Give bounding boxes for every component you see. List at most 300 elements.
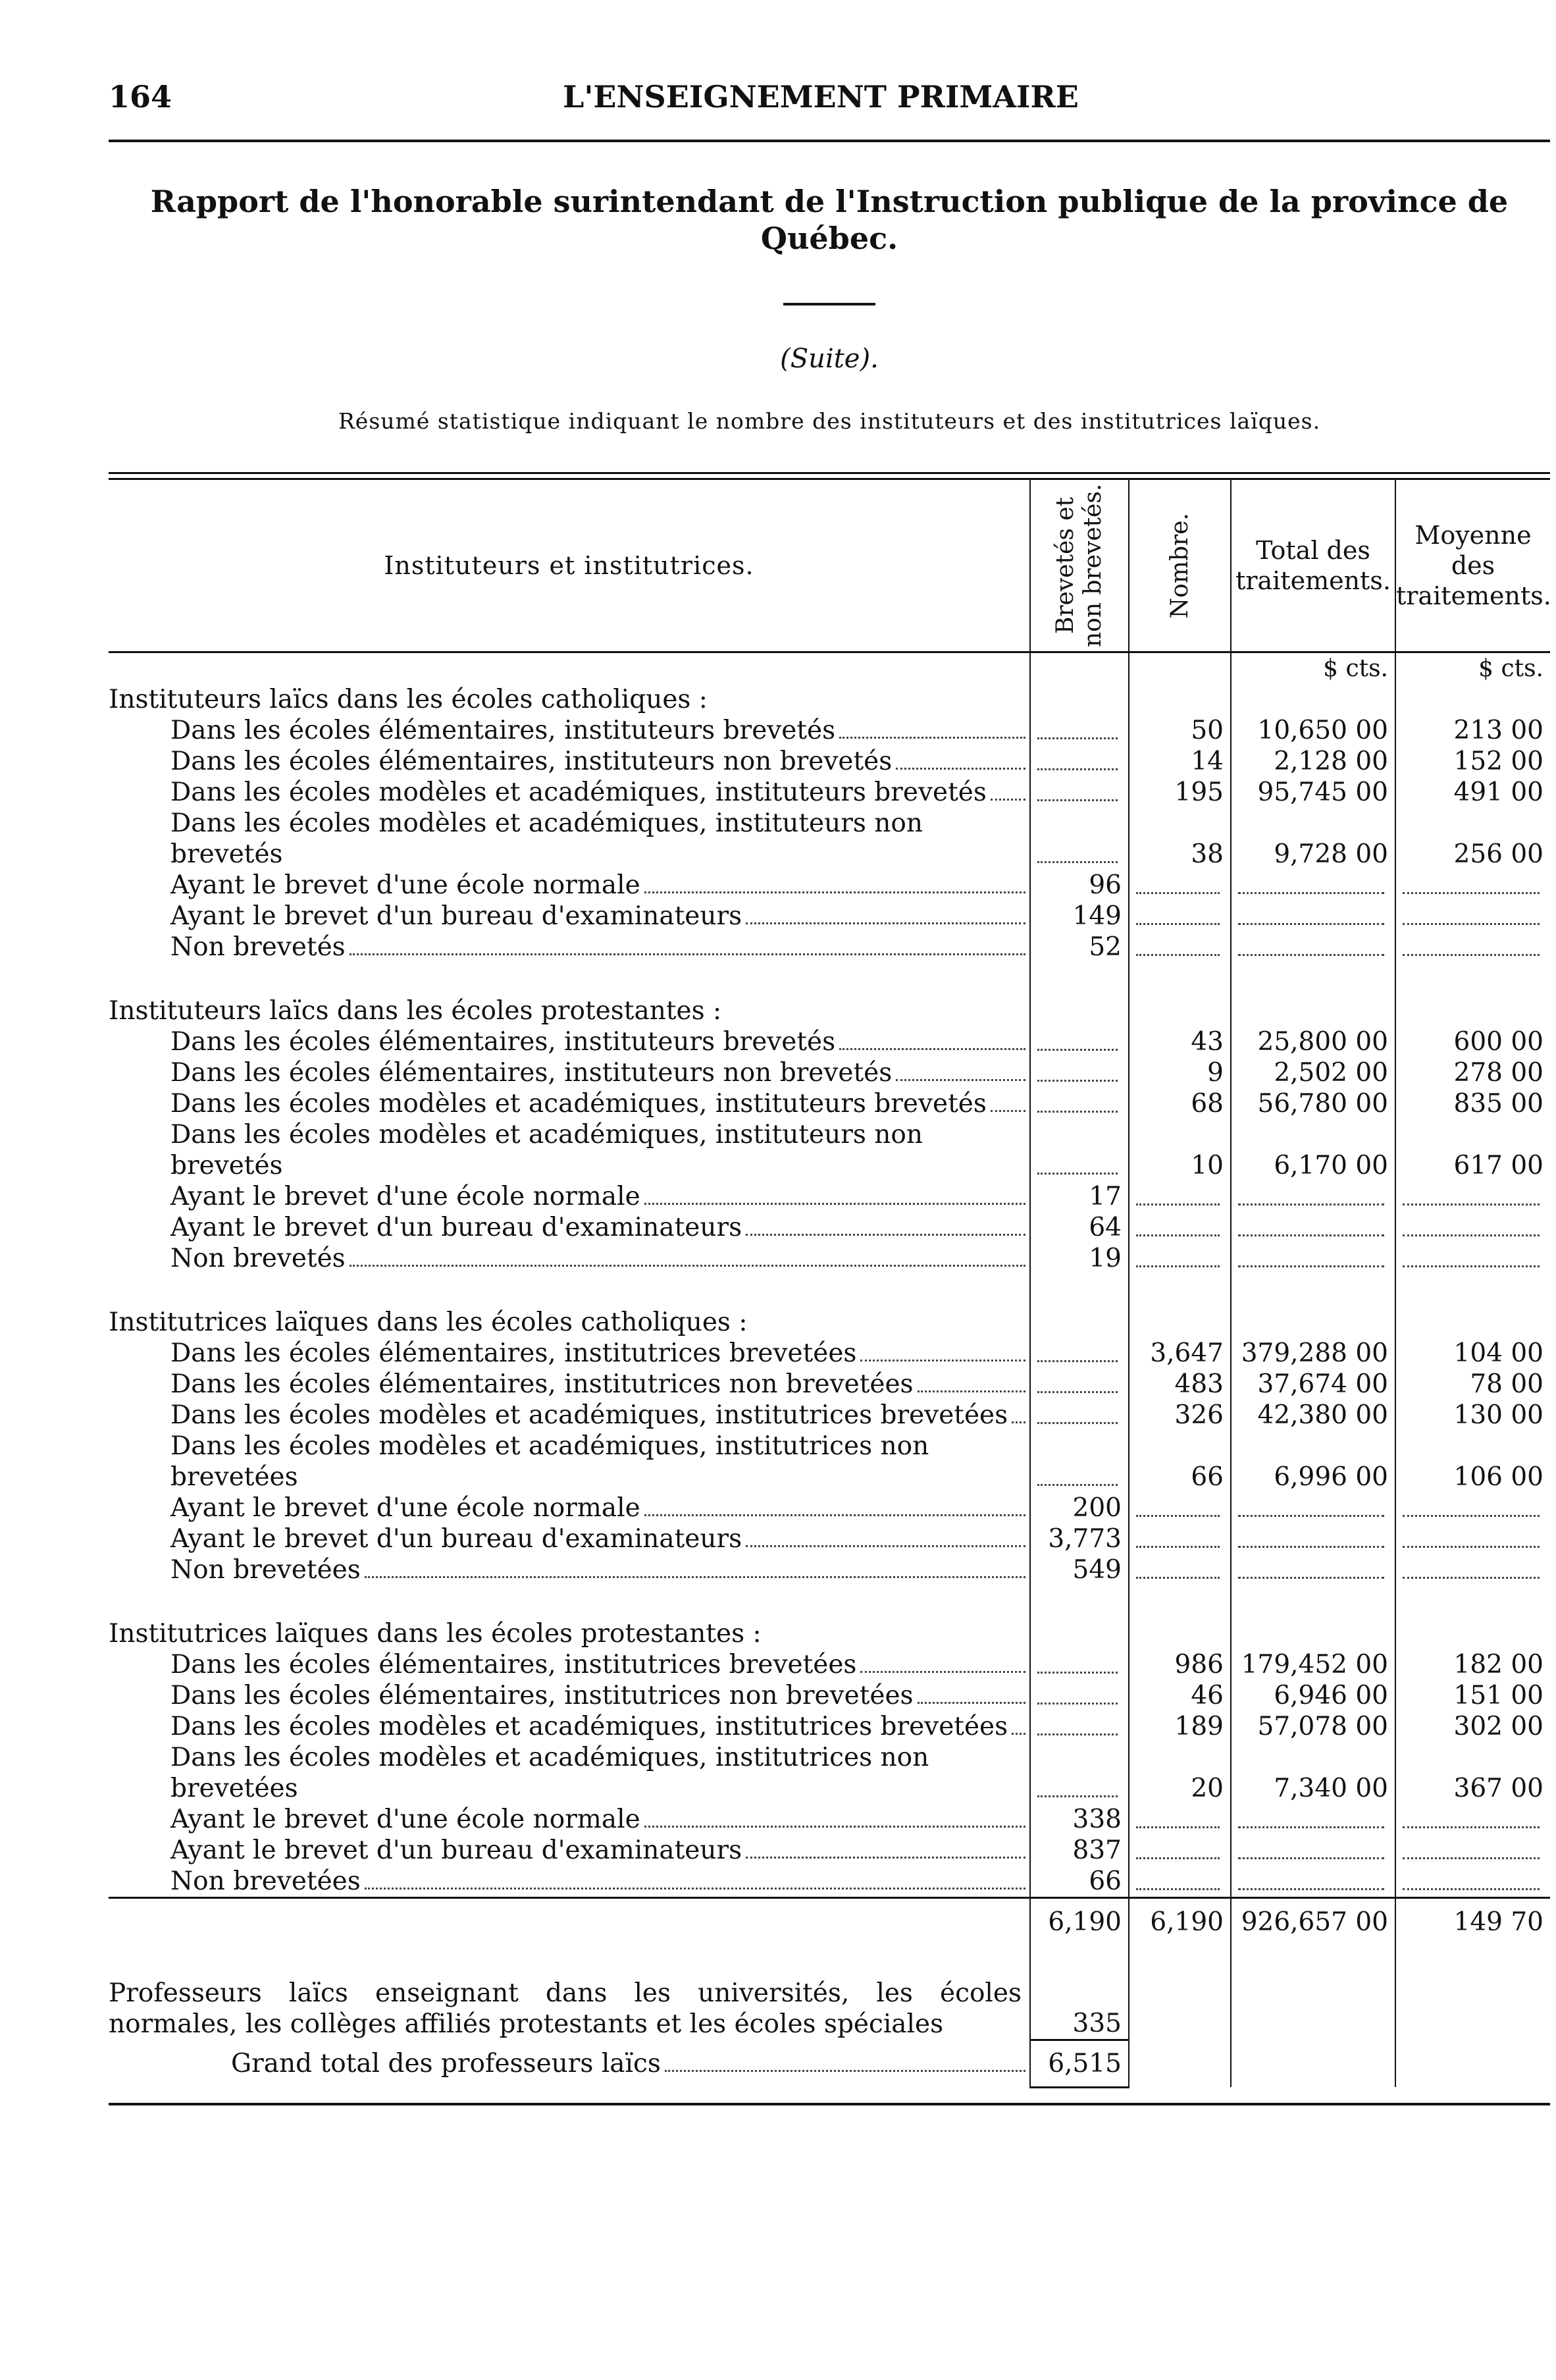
dot-leader <box>350 953 1025 955</box>
moyenne-value <box>1395 1554 1550 1585</box>
row-label-wrap <box>109 1369 1025 1400</box>
moyenne-value: 302 00 <box>1395 1711 1550 1742</box>
professeurs-row <box>109 1978 1550 2040</box>
total-value: 56,780 00 <box>1231 1088 1395 1119</box>
dot-leader <box>1037 1672 1118 1674</box>
nombre-value: 46 <box>1129 1680 1231 1711</box>
row-label <box>109 932 1030 963</box>
nombre-value <box>1129 1554 1231 1585</box>
nombre-value <box>1129 1181 1231 1212</box>
grand-total-label-wrap <box>109 2048 1025 2079</box>
nombre-value: 66 <box>1129 1431 1231 1493</box>
professeurs-brevetes: 335 <box>1030 1978 1129 2040</box>
row-label-text: Ayant le brevet d'une école normale <box>170 1805 640 1834</box>
row-label <box>109 777 1030 808</box>
dot-leader <box>1403 1203 1540 1205</box>
empty-cell <box>1231 1307 1395 1338</box>
spacer <box>109 963 1030 995</box>
nombre-value: 38 <box>1129 808 1231 870</box>
empty-cell <box>1231 963 1395 995</box>
row-label-text: Dans les écoles élémentaires, instituteurs non brevetés <box>170 747 893 776</box>
dot-leader <box>1403 1546 1540 1548</box>
dot-leader <box>860 1671 1025 1673</box>
total-value <box>1231 1835 1395 1866</box>
header-rule <box>109 140 1550 142</box>
dot-leader <box>1136 1234 1220 1236</box>
dot-leader <box>1403 1826 1540 1828</box>
dot-leader <box>1238 1826 1384 1828</box>
table-top-rule <box>109 472 1550 480</box>
dot-leader <box>644 891 1025 893</box>
dot-leader <box>1238 1234 1384 1236</box>
table-row <box>109 1212 1550 1243</box>
moyenne-value: 151 00 <box>1395 1680 1550 1711</box>
brevetes-value: 96 <box>1030 870 1129 901</box>
running-title: L'ENSEIGNEMENT PRIMAIRE <box>563 79 1079 115</box>
row-label-text: Dans les écoles modèles et académiques, instituteurs brevetés <box>170 1089 987 1119</box>
column-header-brevetes-text: Brevetés et non brevetés. <box>1052 483 1106 648</box>
brevetes-value: 837 <box>1030 1835 1129 1866</box>
moyenne-value: 213 00 <box>1395 715 1550 746</box>
suite-label: (Suite). <box>780 344 879 374</box>
moyenne-value: 182 00 <box>1395 1649 1550 1680</box>
empty-cell <box>1395 1618 1550 1649</box>
total-value <box>1231 1181 1395 1212</box>
brevetes-value: 549 <box>1030 1554 1129 1585</box>
brevetes-value <box>1030 1088 1129 1119</box>
resume-heading: Résumé statistique indiquant le nombre des instituteurs et des institutrices laïques. <box>338 408 1321 434</box>
spacer <box>109 1945 1030 1978</box>
row-label-text: Dans les écoles élémentaires, institutrices non brevetées <box>170 1681 914 1710</box>
empty-cell <box>1395 2040 1550 2087</box>
table-row <box>109 963 1550 995</box>
nombre-value <box>1129 1212 1231 1243</box>
empty-cell <box>1395 684 1550 715</box>
row-label <box>109 1057 1030 1088</box>
dot-leader <box>1037 737 1118 739</box>
brevetes-value <box>1030 715 1129 746</box>
spacer <box>109 1585 1030 1618</box>
currency-row <box>109 652 1550 685</box>
row-label-text: Dans les écoles modèles et académiques, institutrices non brevetées <box>170 1743 929 1803</box>
empty-cell <box>1030 963 1129 995</box>
row-label-wrap <box>109 1119 1025 1181</box>
row-label-wrap <box>109 1243 1025 1274</box>
dot-leader <box>1238 892 1384 894</box>
row-label-text: Dans les écoles élémentaires, institutrices brevetées <box>170 1338 857 1368</box>
dot-leader <box>1037 1795 1118 1797</box>
brevetes-value: 338 <box>1030 1804 1129 1835</box>
moyenne-value: 617 00 <box>1395 1119 1550 1181</box>
row-label-wrap <box>109 1026 1025 1057</box>
row-label <box>109 1523 1030 1554</box>
table-row <box>109 1585 1550 1618</box>
dot-leader <box>1238 1515 1384 1517</box>
row-label-text: Non brevetées <box>170 1555 361 1585</box>
row-label <box>109 1243 1030 1274</box>
dot-leader <box>1136 1577 1220 1579</box>
table-row <box>109 1243 1550 1274</box>
nombre-value: 14 <box>1129 746 1231 777</box>
brevetes-value <box>1030 1431 1129 1493</box>
empty-cell <box>1231 1945 1395 1978</box>
row-label-text: Non brevetés <box>170 932 346 962</box>
moyenne-value <box>1395 1243 1550 1274</box>
moyenne-value: 491 00 <box>1395 777 1550 808</box>
moyenne-value <box>1395 1493 1550 1523</box>
section-heading: Instituteurs laïcs dans les écoles protestantes : <box>109 996 722 1026</box>
table-row <box>109 808 1550 870</box>
moyenne-value: 106 00 <box>1395 1431 1550 1493</box>
dot-leader <box>1037 861 1118 863</box>
row-label <box>109 870 1030 901</box>
row-label-text: Dans les écoles modèles et académiques, instituteurs non brevetés <box>170 808 923 869</box>
total-value: 379,288 00 <box>1231 1338 1395 1369</box>
dot-leader <box>746 922 1025 924</box>
total-value: 179,452 00 <box>1231 1649 1395 1680</box>
moyenne-value: 256 00 <box>1395 808 1550 870</box>
table-row <box>109 1711 1550 1742</box>
currency-moyenne: $ cts. <box>1395 652 1550 685</box>
table-row <box>109 932 1550 963</box>
table-row <box>109 777 1550 808</box>
column-header-total: Total des traitements. <box>1231 480 1395 652</box>
dot-leader <box>644 1826 1025 1828</box>
brevetes-value <box>1030 1369 1129 1400</box>
row-label <box>109 1554 1030 1585</box>
brevetes-value: 17 <box>1030 1181 1129 1212</box>
row-label-wrap <box>109 1523 1025 1554</box>
empty-cell <box>1231 995 1395 1026</box>
row-label <box>109 1119 1030 1181</box>
dot-leader <box>1037 1391 1118 1393</box>
row-label <box>109 1680 1030 1711</box>
brevetes-value <box>1030 746 1129 777</box>
empty-cell <box>1395 1585 1550 1618</box>
row-label <box>109 715 1030 746</box>
table-row <box>109 1835 1550 1866</box>
moyenne-value <box>1395 932 1550 963</box>
row-label <box>109 1400 1030 1431</box>
row-label-text: Ayant le brevet d'un bureau d'examinateurs <box>170 1213 742 1242</box>
moyenne-value: 835 00 <box>1395 1088 1550 1119</box>
brevetes-value: 149 <box>1030 901 1129 932</box>
moyenne-value: 104 00 <box>1395 1338 1550 1369</box>
brevetes-value <box>1030 1680 1129 1711</box>
row-label-wrap <box>109 870 1025 901</box>
row-label-wrap <box>109 1431 1025 1493</box>
moyenne-value: 130 00 <box>1395 1400 1550 1431</box>
row-label-text: Dans les écoles élémentaires, institutrices non brevetées <box>170 1369 914 1399</box>
empty-cell <box>1030 995 1129 1026</box>
dot-leader <box>1136 1265 1220 1267</box>
row-label-text: Dans les écoles élémentaires, instituteurs non brevetés <box>170 1058 893 1088</box>
row-label <box>109 1493 1030 1523</box>
dot-leader <box>991 799 1025 801</box>
nombre-value <box>1129 932 1231 963</box>
moyenne-value <box>1395 1804 1550 1835</box>
row-label-wrap <box>109 932 1025 963</box>
nombre-value: 189 <box>1129 1711 1231 1742</box>
dot-leader <box>1403 1888 1540 1890</box>
nombre-value <box>1129 1804 1231 1835</box>
column-header-moyenne: Moyenne des traitements. <box>1395 480 1550 652</box>
row-label <box>109 808 1030 870</box>
table-row <box>109 1307 1550 1338</box>
row-label-wrap <box>109 808 1025 870</box>
row-label-text: Dans les écoles élémentaires, instituteurs brevetés <box>170 716 836 745</box>
row-label-wrap <box>109 777 1025 808</box>
brevetes-value: 52 <box>1030 932 1129 963</box>
dot-leader <box>991 1110 1025 1112</box>
total-value: 6,170 00 <box>1231 1119 1395 1181</box>
column-header-brevetes <box>1030 480 1129 652</box>
dot-leader <box>644 1514 1025 1516</box>
empty-cell <box>1129 1307 1231 1338</box>
row-label-wrap <box>109 715 1025 746</box>
moyenne-value <box>1395 1835 1550 1866</box>
row-label-wrap <box>109 1866 1025 1897</box>
table-row <box>109 746 1550 777</box>
nombre-value <box>1129 1243 1231 1274</box>
row-label-text: Ayant le brevet d'un bureau d'examinateurs <box>170 1836 742 1865</box>
dot-leader <box>365 1888 1025 1890</box>
row-label-wrap <box>109 1181 1025 1212</box>
column-header-nombre-text: Nombre. <box>1166 512 1193 619</box>
dot-leader <box>896 1079 1025 1081</box>
table-row <box>109 1274 1550 1307</box>
dot-leader <box>665 2070 1025 2072</box>
total-value <box>1231 1804 1395 1835</box>
dot-leader <box>1403 1234 1540 1236</box>
empty-cell <box>1231 684 1395 715</box>
row-label-wrap <box>109 1649 1025 1680</box>
total-value <box>1231 1523 1395 1554</box>
row-label-text: Dans les écoles modèles et académiques, instituteurs brevetés <box>170 778 987 807</box>
table-row <box>109 995 1550 1026</box>
row-label-text: Ayant le brevet d'une école normale <box>170 1493 640 1523</box>
dot-leader <box>1037 1111 1118 1113</box>
row-label-wrap <box>109 1088 1025 1119</box>
dot-leader <box>1136 1515 1220 1517</box>
empty-cell <box>1030 684 1129 715</box>
dot-leader <box>860 1360 1025 1362</box>
total-value: 9,728 00 <box>1231 808 1395 870</box>
dot-leader <box>1037 1360 1118 1362</box>
grand-total-label-text: Grand total des professeurs laïcs <box>231 2048 661 2078</box>
table-row <box>109 1945 1550 1978</box>
dot-leader <box>1238 1577 1384 1579</box>
total-value: 2,128 00 <box>1231 746 1395 777</box>
empty-cell <box>1129 1618 1231 1649</box>
dot-leader <box>1238 1265 1384 1267</box>
table-row <box>109 1338 1550 1369</box>
dot-leader <box>1136 1888 1220 1890</box>
moyenne-value <box>1395 870 1550 901</box>
dot-leader <box>1037 1733 1118 1735</box>
empty-cell <box>1231 1618 1395 1649</box>
row-label-text: Ayant le brevet d'un bureau d'examinateurs <box>170 1524 742 1554</box>
dot-leader <box>1403 892 1540 894</box>
dot-leader <box>1037 1049 1118 1051</box>
table-row <box>109 870 1550 901</box>
empty-cell <box>1129 1945 1231 1978</box>
row-label <box>109 1431 1030 1493</box>
brevetes-value <box>1030 808 1129 870</box>
table-row <box>109 901 1550 932</box>
total-nombre: 6,190 <box>1129 1898 1231 1945</box>
total-brevetes: 6,190 <box>1030 1898 1129 1945</box>
nombre-value: 43 <box>1129 1026 1231 1057</box>
nombre-value: 3,647 <box>1129 1338 1231 1369</box>
nombre-value <box>1129 901 1231 932</box>
total-value: 37,674 00 <box>1231 1369 1395 1400</box>
dot-leader <box>1037 799 1118 801</box>
table-row <box>109 1493 1550 1523</box>
empty-cell <box>1129 1978 1231 2040</box>
row-label-text: Non brevetés <box>170 1244 346 1273</box>
total-value: 95,745 00 <box>1231 777 1395 808</box>
page-number: 164 <box>109 79 172 115</box>
dot-leader <box>1238 954 1384 956</box>
dot-leader <box>1136 923 1220 925</box>
row-label-wrap <box>109 1400 1025 1431</box>
empty-cell <box>1030 652 1129 685</box>
nombre-value <box>1129 1523 1231 1554</box>
total-value <box>1231 1243 1395 1274</box>
total-value: 57,078 00 <box>1231 1711 1395 1742</box>
empty-cell <box>1129 2040 1231 2087</box>
empty-cell <box>1395 995 1550 1026</box>
empty-cell <box>1395 1307 1550 1338</box>
table-row <box>109 1119 1550 1181</box>
row-label-text: Dans les écoles modèles et académiques, institutrices brevetées <box>170 1712 1008 1741</box>
table-row <box>109 1742 1550 1804</box>
row-label-wrap <box>109 1057 1025 1088</box>
empty-cell <box>1231 2040 1395 2087</box>
empty-cell <box>1395 1274 1550 1307</box>
row-label-wrap <box>109 1680 1025 1711</box>
spacer <box>109 1898 1030 1945</box>
row-label-wrap <box>109 901 1025 932</box>
totals-row <box>109 1898 1550 1945</box>
row-label <box>109 1181 1030 1212</box>
table-header-row <box>109 480 1550 652</box>
spacer <box>109 1274 1030 1307</box>
nombre-value: 326 <box>1129 1400 1231 1431</box>
professeurs-label-wrap <box>109 1978 1025 2040</box>
row-label-wrap <box>109 1212 1025 1243</box>
nombre-value <box>1129 870 1231 901</box>
grand-total-label <box>109 2040 1030 2087</box>
table-row <box>109 1088 1550 1119</box>
table-row <box>109 1680 1550 1711</box>
empty-cell <box>1129 1585 1231 1618</box>
dot-leader <box>1037 1703 1118 1705</box>
brevetes-value <box>1030 1400 1129 1431</box>
empty-cell <box>1030 1307 1129 1338</box>
table-row <box>109 1866 1550 1898</box>
nombre-value: 483 <box>1129 1369 1231 1400</box>
row-label <box>109 1711 1030 1742</box>
table-row <box>109 1181 1550 1212</box>
brevetes-value <box>1030 1026 1129 1057</box>
dot-leader <box>1238 1203 1384 1205</box>
dot-leader <box>1136 954 1220 956</box>
moyenne-value <box>1395 1866 1550 1898</box>
row-label-wrap <box>109 1835 1025 1866</box>
nombre-value <box>1129 1493 1231 1523</box>
empty-cell <box>1231 1274 1395 1307</box>
empty-cell <box>1231 1978 1395 2040</box>
row-label <box>109 1649 1030 1680</box>
brevetes-value <box>1030 1649 1129 1680</box>
dot-leader <box>1136 1826 1220 1828</box>
statistics-table <box>109 480 1550 2088</box>
brevetes-value <box>1030 1742 1129 1804</box>
brevetes-value: 66 <box>1030 1866 1129 1898</box>
nombre-value: 986 <box>1129 1649 1231 1680</box>
spacer <box>109 652 1030 685</box>
row-label-text: Ayant le brevet d'une école normale <box>170 1182 640 1211</box>
row-label <box>109 1835 1030 1866</box>
total-value <box>1231 901 1395 932</box>
dot-leader <box>1403 923 1540 925</box>
total-value <box>1231 1866 1395 1898</box>
total-value: 2,502 00 <box>1231 1057 1395 1088</box>
column-header-nombre <box>1129 480 1231 652</box>
moyenne-value <box>1395 1212 1550 1243</box>
dot-leader <box>746 1234 1025 1236</box>
dot-leader <box>1238 1888 1384 1890</box>
row-label-text: Dans les écoles modèles et académiques, institutrices brevetées <box>170 1400 1008 1430</box>
row-label-wrap <box>109 746 1025 777</box>
table-row <box>109 1618 1550 1649</box>
dot-leader <box>350 1265 1025 1267</box>
table-bottom-rule <box>109 2103 1550 2105</box>
dot-leader <box>1238 1857 1384 1859</box>
total-value: 10,650 00 <box>1231 715 1395 746</box>
table-row <box>109 1400 1550 1431</box>
dot-leader <box>1403 1265 1540 1267</box>
dot-leader <box>1403 1577 1540 1579</box>
empty-cell <box>1030 1618 1129 1649</box>
total-value: 25,800 00 <box>1231 1026 1395 1057</box>
row-label-wrap <box>109 1493 1025 1523</box>
dot-leader <box>896 768 1025 770</box>
moyenne-value: 78 00 <box>1395 1369 1550 1400</box>
moyenne-value <box>1395 1523 1550 1554</box>
dot-leader <box>918 1702 1025 1704</box>
professeurs-label-text: Professeurs laïcs enseignant dans les universités, les écoles normales, les collèges affiliés protestants et les écoles spéciales <box>109 1978 1022 2039</box>
moyenne-value: 367 00 <box>1395 1742 1550 1804</box>
brevetes-value <box>1030 777 1129 808</box>
column-header-label: Instituteurs et institutrices. <box>109 480 1030 652</box>
dot-leader <box>1403 1857 1540 1859</box>
row-label <box>109 1088 1030 1119</box>
page-header <box>109 79 1550 132</box>
row-label <box>109 1804 1030 1835</box>
row-label <box>109 1026 1030 1057</box>
dot-leader <box>1037 1484 1118 1486</box>
row-label-wrap <box>109 1554 1025 1585</box>
row-label <box>109 746 1030 777</box>
moyenne-value <box>1395 1181 1550 1212</box>
row-label-text: Dans les écoles modèles et académiques, instituteurs non brevetés <box>170 1120 923 1180</box>
total-value <box>1231 932 1395 963</box>
row-label-text: Ayant le brevet d'une école normale <box>170 870 640 900</box>
section-heading: Institutrices laïques dans les écoles catholiques : <box>109 1308 748 1337</box>
